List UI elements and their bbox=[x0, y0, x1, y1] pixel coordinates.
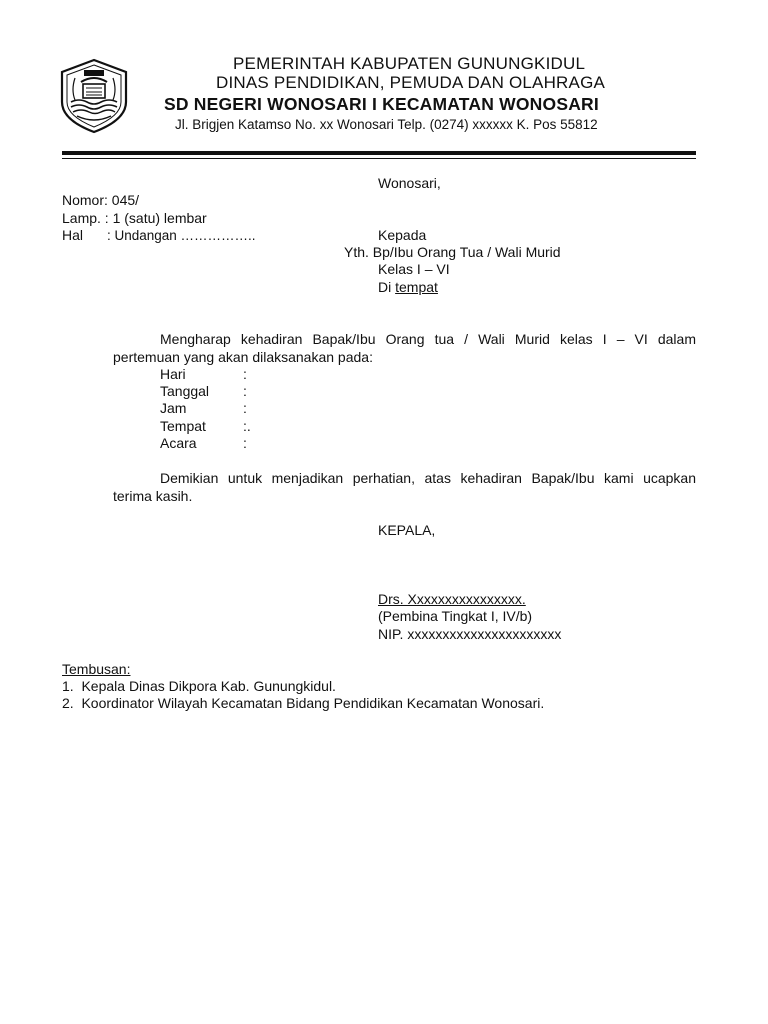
recipient-kepada: Kepada bbox=[378, 227, 427, 243]
signature-nip: NIP. xxxxxxxxxxxxxxxxxxxxxx bbox=[378, 626, 562, 642]
signature-name: Drs. Xxxxxxxxxxxxxxxx. bbox=[378, 591, 526, 607]
letterhead-divider-thin bbox=[62, 158, 696, 159]
letterhead-school-name: SD NEGERI WONOSARI I KECAMATAN WONOSARI bbox=[164, 94, 599, 114]
cc-item-2: 2. Koordinator Wilayah Kecamatan Bidang Pendidikan Kecamatan Wonosari. bbox=[62, 695, 545, 711]
body-paragraph-2-line: Demikian untuk menjadikan perhatian, atas kehadiran Bapak/Ibu kami ucapkan bbox=[160, 470, 696, 486]
letterhead-line-1: PEMERINTAH KABUPATEN GUNUNGKIDUL bbox=[233, 54, 586, 73]
letterhead-divider-thick bbox=[62, 151, 696, 155]
detail-sep-acara: : bbox=[243, 435, 247, 451]
detail-label-jam: Jam bbox=[160, 400, 187, 416]
cc-item-1: 1. Kepala Dinas Dikpora Kab. Gunungkidul. bbox=[62, 678, 336, 694]
regency-emblem bbox=[57, 58, 131, 134]
body-paragraph-1-cont: pertemuan yang akan dilaksanakan pada: bbox=[113, 348, 373, 365]
detail-sep-hari: : bbox=[243, 366, 247, 382]
letter-attachment: Lamp. : 1 (satu) lembar bbox=[62, 210, 207, 226]
body-paragraph-2 bbox=[113, 470, 696, 505]
recipient-location-place: tempat bbox=[395, 279, 438, 295]
letter-number: Nomor: 045/ bbox=[62, 192, 140, 208]
signature-rank: (Pembina Tingkat I, IV/b) bbox=[378, 608, 533, 624]
letter-subject-value: : Undangan …………….. bbox=[107, 228, 256, 243]
detail-label-acara: Acara bbox=[160, 435, 197, 451]
letter-subject-label: Hal bbox=[62, 227, 84, 243]
signature-title: KEPALA, bbox=[378, 522, 436, 538]
recipient-location-prefix: Di bbox=[378, 279, 396, 295]
recipient-addressee: Yth. Bp/Ibu Orang Tua / Wali Murid bbox=[344, 244, 561, 260]
detail-label-hari: Hari bbox=[160, 366, 186, 382]
detail-sep-tanggal: : bbox=[243, 383, 247, 399]
letterhead-address: Jl. Brigjen Katamso No. xx Wonosari Telp. (0274) xxxxxx K. Pos 55812 bbox=[175, 117, 598, 132]
detail-label-tanggal: Tanggal bbox=[160, 383, 210, 399]
body-paragraph-2-cont: terima kasih. bbox=[113, 487, 193, 504]
recipient-class: Kelas I – VI bbox=[378, 261, 450, 277]
detail-sep-tempat: :. bbox=[243, 418, 251, 434]
emblem-icon bbox=[57, 58, 131, 134]
body-paragraph-1 bbox=[113, 331, 696, 366]
detail-label-tempat: Tempat bbox=[160, 418, 206, 434]
recipient-location bbox=[378, 279, 438, 296]
letterhead-line-2: DINAS PENDIDIKAN, PEMUDA DAN OLAHRAGA bbox=[216, 73, 606, 92]
cc-heading: Tembusan: bbox=[62, 661, 131, 677]
place-date: Wonosari, bbox=[378, 175, 441, 191]
detail-sep-jam: : bbox=[243, 400, 247, 416]
body-paragraph-1-line: Mengharap kehadiran Bapak/Ibu Orang tua / Wali Murid kelas I – VI dalam bbox=[160, 331, 696, 347]
